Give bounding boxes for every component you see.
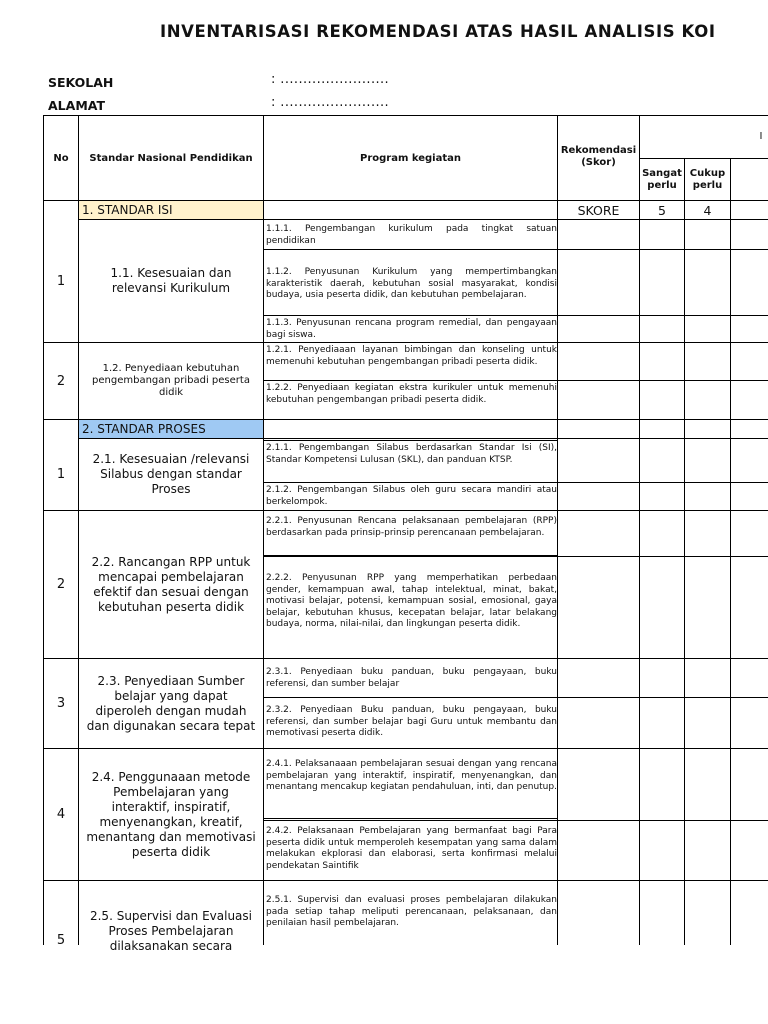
alamat-label: ALAMAT [48, 98, 105, 113]
column-header-cukup-perlu: Cukup perlu [689, 167, 726, 191]
skore-value-4: 4 [703, 202, 712, 218]
section-heading-standar-proses: 2. STANDAR PROSES [78, 419, 263, 438]
column-header-rekomendasi: Rekomendasi (Skor) [560, 145, 637, 168]
program-text: 2.4.1. Pelaksanaaan pembelajaran sesuai dengan yang rencana pembelajaran yang interaktif, inspiratif, menyenangkan, dan menantang mencakup kegiatan pendahuluan, inti, dan penutup. [266, 759, 557, 792]
program-text: 1.1.1. Pengembangan kurikulum pada tingkat satuan pendidikan [266, 224, 557, 246]
column-header-no: No [53, 152, 69, 164]
program-text: 2.4.2. Pelaksanaan Pembelajaran yang bermanfaat bagi Para peserta didik untuk memperoleh kesempatan yang sama dalam melakukan ekplorasi dan elaborasi, serta konfirmasi melalui pendekatan Saintifik [266, 826, 557, 871]
standard-cell-clip [79, 881, 263, 953]
column-header-sangat-perlu: Sangat perlu [642, 167, 682, 191]
sekolah-label: SEKOLAH [48, 75, 114, 90]
program-text: 1.1.2. Penyusunan Kurikulum yang mempertimbangkan karakteristik daerah, kebutuhan sosial masyarakat, kondisi budaya, usia peserta didik, dan kebutuhan pembelajaran. [266, 267, 557, 300]
section-heading-standar-isi: 1. STANDAR ISI [78, 200, 263, 219]
program-text: 1.2.2. Penyediaan kegiatan ekstra kurikuler untuk memenuhi kebutuhan pengembangan pribadi peserta didik. [266, 383, 557, 405]
standard-cell: 2.4. Penggunaaan metode Pembelajaran yang interaktif, inspiratif, menyenangkan, kreatif, menantang dan memotivasi peserta didik [86, 769, 256, 859]
column-header-program: Program kegiatan [359, 152, 461, 164]
row-number: 3 [56, 696, 66, 711]
program-text: 2.2.1. Penyusunan Rencana pelaksanaan pembelajaran (RPP) berdasarkan pada prinsip-prinsip perencanaan pembelajaran. [266, 516, 557, 538]
program-text: 2.1.1. Pengembangan Silabus berdasarkan Standar Isi (SI), Standar Kompetensi Lulusan (SKL), dan panduan KTSP. [266, 443, 557, 465]
row-number: 5 [56, 932, 66, 948]
standard-cell: 1.2. Penyediaan kebutuhan pengembangan pribadi peserta didik [92, 363, 250, 398]
standard-cell: 2.5. Supervisi dan Evaluasi Proses Pembelajaran dilaksanakan secara [89, 909, 252, 953]
program-text: 1.1.3. Penyusunan rencana program remedial, dan pengayaan bagi siswa. [266, 318, 557, 340]
row-number: 1 [56, 467, 66, 482]
program-text: 2.5.1. Supervisi dan evaluasi proses pembelajaran dilakukan pada setiap tahap meliputi perencanaan, pelaksanaan, dan penilaian hasil pembelajaran. [266, 895, 557, 928]
row-number: 2 [56, 577, 66, 592]
standard-cell: 2.1. Kesesuaian /relevansi Silabus dengan standar Proses [92, 452, 250, 496]
program-text: 2.3.1. Penyediaan buku panduan, buku pengayaan, buku referensi, dan sumber belajar [266, 667, 557, 689]
column-header-standar: Standar Nasional Pendidikan [89, 152, 253, 164]
sekolah-value: : ........................ [271, 72, 390, 87]
program-text: 2.2.2. Penyusunan RPP yang memperhatikan perbedaan gender, kemampuan awal, tahap intelektual, minat, bakat, motivasi belajar, potensi, kemampuan sosial, emosional, gaya belajar, kebutuhan khusus, kecepatan belajar, latar belakang budaya, norma, nilai-nilai, dan lingkungan peserta didik. [266, 573, 557, 629]
alamat-value: : ........................ [271, 95, 390, 110]
skore-value-5: 5 [658, 202, 666, 218]
document-title: INVENTARISASI REKOMENDASI ATAS HASIL ANALISIS KOI [160, 22, 716, 41]
standard-cell: 2.3. Penyediaan Sumber belajar yang dapat diperoleh dengan mudah dan digunakan secara tepat [86, 673, 256, 733]
program-text: 2.3.2. Penyediaan Buku panduan, buku pengayaan, buku referensi, dan sumber belajar bagi Guru untuk membantu dan memotivasi peserta didik. [266, 705, 557, 738]
column-header-top-right: I [759, 130, 763, 142]
skore-label: SKORE [577, 202, 620, 218]
program-text: 1.2.1. Penyediaaan layanan bimbingan dan konseling untuk memenuhi kebutuhan pengembangan pribadi peserta didik. [266, 345, 557, 367]
row-number: 1 [56, 273, 66, 289]
standard-cell: 2.2. Rancangan RPP untuk mencapai pembelajaran efektif dan sesuai dengan kebutuhan peserta didik [91, 554, 251, 614]
row-number: 4 [56, 807, 66, 822]
row-number: 2 [56, 373, 66, 389]
standard-cell: 1.1. Kesesuaian dan relevansi Kurikulum [110, 266, 232, 295]
program-text: 2.1.2. Pengembangan Silabus oleh guru secara mandiri atau berkelompok. [266, 485, 557, 507]
